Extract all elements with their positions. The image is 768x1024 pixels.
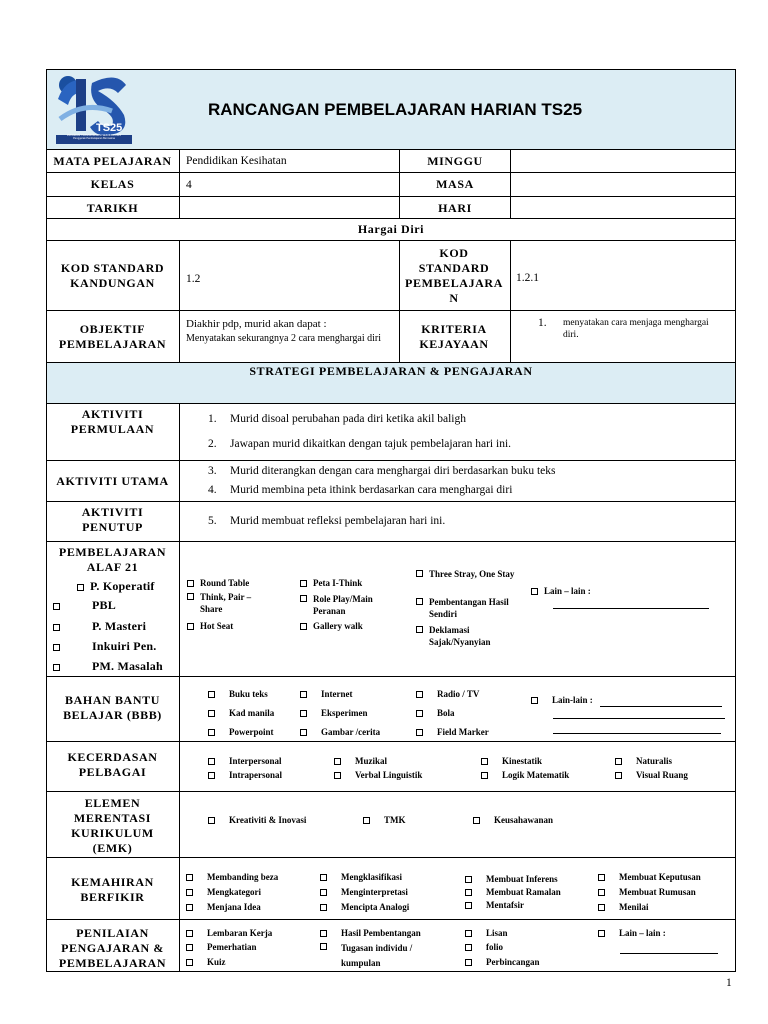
kb-c1-2[interactable]: Menjana Idea [186,901,261,913]
checkbox-icon[interactable] [416,691,423,698]
utama-num-3: 3. [208,465,217,477]
tarikh-label: TARIKH [86,200,139,215]
alaf21-left-1[interactable]: PBL [53,598,116,613]
alaf21-c4-0[interactable]: Lain – lain : [531,585,591,597]
bbb-c4-0[interactable]: Lain-lain : [531,694,593,706]
checkbox-icon[interactable] [481,758,488,765]
checkbox-icon[interactable] [320,930,327,937]
kb-c3-0[interactable]: Membuat Inferens [465,873,558,885]
checkbox-icon[interactable] [465,902,472,909]
checkbox-icon[interactable] [465,930,472,937]
checkbox-icon[interactable] [615,772,622,779]
checkbox-icon[interactable] [186,959,193,966]
utama-text-4: Murid membina peta ithink berdasarkan cara menghargai diri [230,484,513,496]
checkbox-icon[interactable] [320,889,327,896]
penutup-num-5: 5. [208,515,217,527]
kriteria-num: 1. [538,317,547,329]
logo-subtitle [56,134,132,140]
alaf21-c2-2[interactable]: Gallery walk [300,620,363,632]
pn-c4-0[interactable]: Lain – lain : [598,927,666,939]
emk-item-1[interactable]: TMK [363,814,406,826]
alaf21-left-0[interactable]: P. Koperatif [77,579,155,594]
checkbox-icon[interactable] [320,904,327,911]
pn-c1-1[interactable]: Pemerhatian [186,941,257,953]
checkbox-icon[interactable] [208,729,215,736]
aktiviti-permulaan-label: AKTIVITI PERMULAAN [70,407,155,436]
checkbox-icon[interactable] [300,710,307,717]
checkbox-icon[interactable] [300,595,307,602]
masa-label: MASA [436,177,474,191]
kb-c1-0[interactable]: Membanding beza [186,871,278,883]
bbb-c3-1[interactable]: Bola [416,707,455,719]
checkbox-icon[interactable] [320,874,327,881]
logo-text: TS25 [96,122,123,134]
bbb-c3-0[interactable]: Radio / TV [416,688,479,700]
checkbox-icon[interactable] [53,603,60,610]
checkbox-icon[interactable] [300,691,307,698]
strategy-title: STRATEGI PEMBELAJARAN & PENGAJARAN [249,364,533,378]
aktiviti-utama-label: AKTIVITI UTAMA [56,473,169,488]
objective-line2: Menyatakan sekurangnya 2 cara menghargai diri [186,333,382,344]
mata-pelajaran-value[interactable]: Pendidikan Kesihatan [186,155,287,167]
pn-c1-2[interactable]: Kuiz [186,956,226,968]
permulaan-num-1: 1. [208,413,217,425]
emk-item-2[interactable]: Keusahawanan [473,814,553,826]
checkbox-icon[interactable] [77,584,84,591]
kecerdasan-title: KECERDASAN PELBAGAI [67,750,158,779]
checkbox-icon[interactable] [208,758,215,765]
kp-c1-0[interactable]: Interpersonal [208,755,282,767]
alaf21-c3-2[interactable]: Deklamasi Sajak/Nyanyian [416,624,526,648]
kb-c4-0[interactable]: Membuat Keputusan [598,871,701,883]
bbb-lain-line-2[interactable] [553,706,725,719]
checkbox-icon[interactable] [53,664,60,671]
objective-label: OBJEKTIF PEMBELAJARAN [58,322,167,351]
checkbox-icon[interactable] [416,598,423,605]
kb-c4-1[interactable]: Membuat Rumusan [598,886,696,898]
kb-c3-2[interactable]: Mentafsir [465,899,524,911]
kp-c4-0[interactable]: Naturalis [615,755,672,767]
kelas-value[interactable]: 4 [186,179,192,191]
logo-sub1: PROGRAM TRANSFORMASI SEKOLAH 2025 [66,134,122,137]
checkbox-icon[interactable] [300,729,307,736]
checkbox-icon[interactable] [416,570,423,577]
alaf21-c2-1[interactable]: Role Play/Main Peranan [300,593,400,617]
bbb-c2-0[interactable]: Internet [300,688,353,700]
alaf21-c3-1[interactable]: Pembentangan Hasil Sendiri [416,596,526,620]
alaf21-c1-2[interactable]: Hot Seat [187,620,233,632]
pn-c3-1[interactable]: folio [465,941,503,953]
kemahiran-title: KEMAHIRAN BERFIKIR [71,875,154,904]
checkbox-icon[interactable] [473,817,480,824]
ksk-label: KOD STANDARD KANDUNGAN [60,261,165,290]
pn-c3-2[interactable]: Perbincangan [465,956,540,968]
alaf21-c3-0[interactable]: Three Stray, One Stay [416,568,526,580]
checkbox-icon[interactable] [53,624,60,631]
penilaian-lain-input[interactable] [620,941,718,954]
kb-c3-1[interactable]: Membuat Ramalan [465,886,561,898]
checkbox-icon[interactable] [53,644,60,651]
checkbox-icon[interactable] [416,729,423,736]
bbb-c2-1[interactable]: Eksperimen [300,707,368,719]
utama-num-4: 4. [208,484,217,496]
pn-c3-0[interactable]: Lisan [465,927,508,939]
minggu-label: MINGGU [427,153,483,168]
bbb-c1-2[interactable]: Powerpoint [208,726,274,738]
checkbox-icon[interactable] [334,758,341,765]
checkbox-icon[interactable] [208,691,215,698]
bbb-title: BAHAN BANTU BELAJAR (BBB) [63,693,162,722]
checkbox-icon[interactable] [186,889,193,896]
checkbox-icon[interactable] [186,904,193,911]
emk-title: ELEMEN MERENTASI KURIKULUM (EMK) [71,796,154,855]
checkbox-icon[interactable] [208,772,215,779]
checkbox-icon[interactable] [416,710,423,717]
bbb-lain-line-3[interactable] [553,721,721,734]
bbb-c2-2[interactable]: Gambar /cerita [300,726,380,738]
ksk-value[interactable]: 1.2 [186,273,201,285]
checkbox-icon[interactable] [334,772,341,779]
checkbox-icon[interactable] [320,943,327,950]
kelas-label: KELAS [90,177,135,191]
page-title: RANCANGAN PEMBELAJARAN HARIAN TS25 [208,100,583,119]
penutup-text-5: Murid membuat refleksi pembelajaran hari ini. [230,515,446,527]
logo-sub2: Penggerak Pembelajaran Bermakna [73,137,115,141]
alaf21-left-3[interactable]: Inkuiri Pen. [53,639,156,654]
kp-c2-0[interactable]: Muzikal [334,755,387,767]
bbb-c3-2[interactable]: Field Marker [416,726,489,738]
kb-c1-1[interactable]: Mengkategori [186,886,261,898]
checkbox-icon[interactable] [465,876,472,883]
ksp-value[interactable]: 1.2.1 [516,272,539,284]
permulaan-text-1: Murid disoal perubahan pada diri ketika akil baligh [230,413,467,425]
kp-c3-1[interactable]: Logik Matematik [481,769,569,781]
checkbox-icon[interactable] [300,580,307,587]
mata-pelajaran-label: MATA PELAJARAN [53,153,172,168]
pn-c2-1[interactable]: Tugasan individu / kumpulan [320,941,440,971]
bbb-c1-1[interactable]: Kad manila [208,707,274,719]
alaf21-c2-0[interactable]: Peta I-Think [300,577,362,589]
kb-c4-2[interactable]: Menilai [598,901,649,913]
checkbox-icon[interactable] [187,580,194,587]
checkbox-icon[interactable] [531,588,538,595]
alaf21-c1-0[interactable]: Round Table [187,577,249,589]
checkbox-icon[interactable] [615,758,622,765]
emk-item-0[interactable]: Kreativiti & Inovasi [208,814,306,826]
checkbox-icon[interactable] [300,623,307,630]
checkbox-icon[interactable] [187,593,194,600]
checkbox-icon[interactable] [186,930,193,937]
hari-label: HARI [438,200,472,215]
checkbox-icon[interactable] [465,959,472,966]
checkbox-icon[interactable] [208,710,215,717]
checkbox-icon[interactable] [187,623,194,630]
checkbox-icon[interactable] [465,889,472,896]
topic-row: Hargai Diri [46,218,736,241]
alaf21-title: PEMBELAJARAN ALAF 21 [58,545,167,574]
pn-c1-0[interactable]: Lembaran Kerja [186,927,272,939]
alaf21-lain-input[interactable] [553,596,709,609]
checkbox-icon[interactable] [186,874,193,881]
objective-line1: Diakhir pdp, murid akan dapat : [186,318,327,330]
aktiviti-penutup-label: AKTIVITI PENUTUP [81,505,144,534]
kb-c2-2[interactable]: Mencipta Analogi [320,901,409,913]
penilaian-title: PENILAIAN PENGAJARAN & PEMBELAJARAN [58,926,167,970]
kp-c1-1[interactable]: Intrapersonal [208,769,282,781]
checkbox-icon[interactable] [531,697,538,704]
checkbox-icon[interactable] [363,817,370,824]
ksp-label: KOD STANDARD PEMBELAJARA N [405,246,503,305]
page-number: 1 [726,977,732,989]
kp-c3-0[interactable]: Kinestatik [481,755,542,767]
checkbox-icon[interactable] [208,817,215,824]
checkbox-icon[interactable] [186,944,193,951]
utama-text-3: Murid diterangkan dengan cara menghargai diri berdasarkan buku teks [230,465,556,477]
kp-c2-1[interactable]: Verbal Linguistik [334,769,422,781]
alaf21-left-4[interactable]: PM. Masalah [53,659,163,674]
kp-c4-1[interactable]: Visual Ruang [615,769,688,781]
checkbox-icon[interactable] [416,626,423,633]
checkbox-icon[interactable] [598,874,605,881]
ts25-logo [54,71,134,145]
permulaan-text-2: Jawapan murid dikaitkan dengan tajuk pembelajaran hari ini. [230,438,512,450]
permulaan-num-2: 2. [208,438,217,450]
kriteria-text: menyatakan cara menjaga menghargai diri. [563,318,709,340]
pn-c2-0[interactable]: Hasil Pembentangan [320,927,421,939]
checkbox-icon[interactable] [598,889,605,896]
checkbox-icon[interactable] [598,930,605,937]
checkbox-icon[interactable] [465,944,472,951]
kriteria-label: KRITERIA KEJAYAAN [419,322,489,351]
kb-c2-1[interactable]: Menginterpretasi [320,886,408,898]
kb-c2-0[interactable]: Mengklasifikasi [320,871,402,883]
alaf21-c1-1[interactable]: Think, Pair – Share [187,591,287,615]
checkbox-icon[interactable] [481,772,488,779]
checkbox-icon[interactable] [598,904,605,911]
alaf21-left-2[interactable]: P. Masteri [53,619,146,634]
bbb-c1-0[interactable]: Buku teks [208,688,268,700]
